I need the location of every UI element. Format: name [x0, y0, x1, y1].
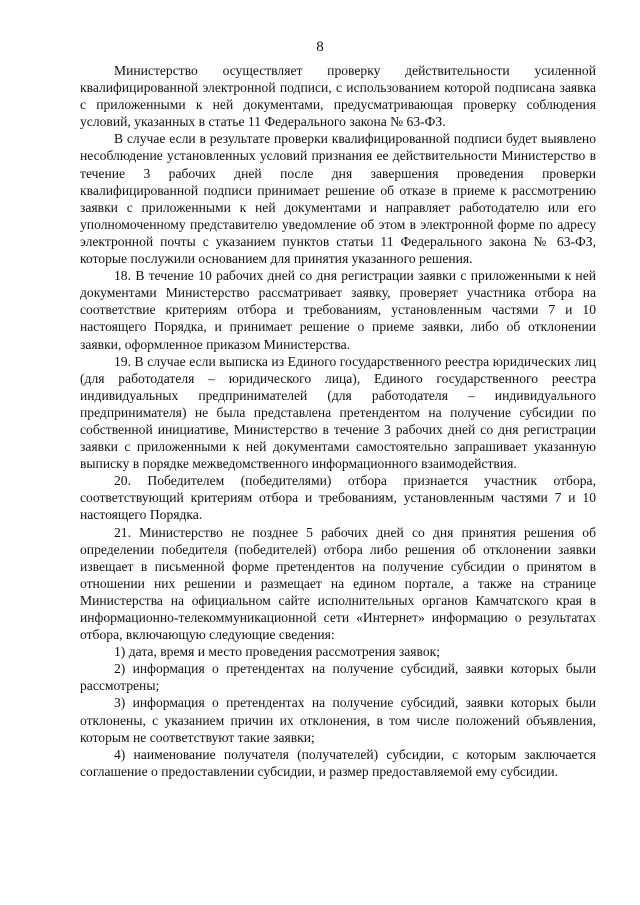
list-item-4: 4) наименование получателя (получателей) субсидии, с которым заключается соглашение о предоставлении субсидии, и размер предоставляемой ему субсидии. [80, 746, 596, 779]
list-item-1: 1) дата, время и место проведения рассмотрения заявок; [114, 644, 441, 660]
paragraph-21: 21. Министерство не позднее 5 рабочих дней со дня принятия решения об определении победителя (победителей) отбора либо решения об отклонении заявки извещает в письменной форме претендентов на получение субсидии о принятом в отношении них решении и размещает на едином портале, а также на странице Министерства на официальном сайте исполнительных органов Камчатского края в информационно-телекоммуникационной сети «Интернет» информацию о результатах отбора, включающую следующие сведения: [80, 524, 596, 643]
paragraph-signature-failure: В случае если в результате проверки квалифицированной подписи будет выявлено несоблюдение установленных условий признания ее действительности Министерство в течение 3 рабочих дней после дня завершения проведения проверки квалифицированной подписи принимает решение об отказе в приеме к рассмотрению заявки с приложенными к ней документами и направляет работодателю или его уполномоченному представителю уведомление об этом в электронной форме по адресу электронной почты с указанием пунктов статьи 11 Федерального закона № 63-ФЗ, которые послужили основанием для принятия указанного решения. [80, 131, 596, 267]
paragraph-18: 18. В течение 10 рабочих дней со дня регистрации заявки с приложенными к ней документами Министерство рассматривает заявку, проверяет участника отбора на соответствие критериям отбора и требованиям, установленным частями 7 и 10 настоящего Порядка, и принимает решение о приеме заявки, либо об отклонении заявки, оформленное приказом Министерства. [80, 268, 596, 352]
page-number: 8 [316, 39, 324, 55]
paragraph-19: 19. В случае если выписка из Единого государственного реестра юридических лиц (для работодателя – юридического лица), Единого государственного реестра индивидуальных предпринимателей (для работодателя – индивидуального предпринимателя) не была представлена претендентом на получение субсидии по собственной инициативе, Министерство в течение 3 рабочих дней со дня регистрации заявки с приложенными к ней документами самостоятельно запрашивает указанную выписку в порядке межведомственного информационного взаимодействия. [80, 353, 596, 472]
list-item-3: 3) информация о претендентах на получение субсидий, заявки которых были отклонены, с указанием причин их отклонения, в том числе положений объявления, которым не соответствуют такие заявки; [80, 695, 596, 745]
list-item-2: 2) информация о претендентах на получение субсидий, заявки которых были рассмотрены; [80, 661, 596, 694]
paragraph-signature-check: Министерство осуществляет проверку действительности усиленной квалифицированной электронной подписи, с использованием которой подписана заявка с приложенными к ней документами, предусматривающая проверку соблюдения условий, указанных в статье 11 Федерального закона № 63-ФЗ. [80, 63, 596, 130]
paragraph-20: 20. Победителем (победителями) отбора признается участник отбора, соответствующий критериям отбора и требованиям, установленным частями 7 и 10 настоящего Порядка. [80, 473, 596, 523]
document-body [80, 62, 596, 780]
